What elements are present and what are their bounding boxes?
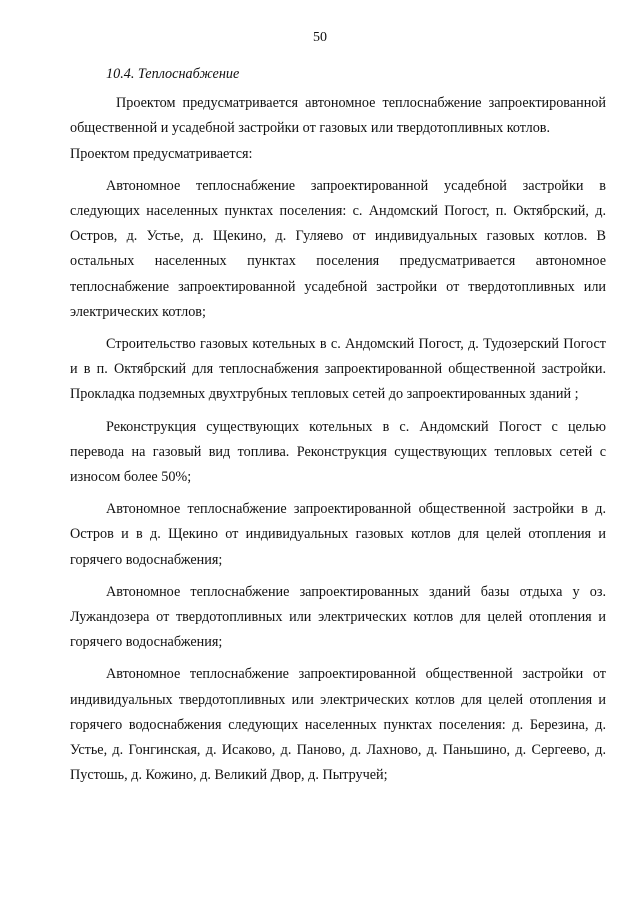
section-heading: 10.4. Теплоснабжение <box>106 66 240 82</box>
paragraph-item-5: Автономное теплоснабжение запроектированных зданий базы отдыха у оз. Лужандозера от твердотопливных или электрических котлов для целей отопления и горячего водоснабжения; <box>70 583 606 651</box>
paragraph-item-3: Реконструкция существующих котельных в с. Андомский Погост с целью перевода на газовый вид топлива. Реконструкция существующих тепловых сетей с износом более 50%; <box>70 418 606 486</box>
paragraph-item-1: Автономное теплоснабжение запроектированной усадебной застройки в следующих населенных пунктах поселения: с. Андомский Погост, п. Октябрский, д. Остров, д. Устье, д. Щекино, д. Гуляево от индивидуальных газовых котлов. В остальных населенных пунктах поселения предусматривается автономное теплоснабжение запроектированной усадебной застройки от твердотопливных или электрических котлов; <box>70 177 606 320</box>
paragraph-item-4: Автономное теплоснабжение запроектированной общественной застройки в д. Остров и в д. Щекино от индивидуальных газовых котлов для целей отопления и горячего водоснабжения; <box>70 501 606 568</box>
paragraph-item-2: Строительство газовых котельных в с. Андомский Погост, д. Тудозерский Погост и в п. Октябрский для теплоснабжения запроектированной общественной застройки. Прокладка подземных двухтрубных тепловых сетей до запроектированных зданий ; <box>70 336 606 403</box>
paragraph-item-6: Автономное теплоснабжение запроектированной общественной застройки от индивидуальных твердотопливных или электрических котлов для целей отопления и горячего водоснабжения следующих населенных пунктах поселения: д. Березина, д. Устье, д. Гонгинская, д. Исаково, д. Паново, д. Лахново, д. Паньшино, д. Сергеево, д. Пустошь, д. Кожино, д. Великий Двор, д. Пытручей; <box>70 666 606 784</box>
page-number: 50 <box>313 30 327 45</box>
document-body <box>70 62 606 788</box>
paragraph-lead: Проектом предусматривается: <box>70 145 253 162</box>
paragraph-intro: Проектом предусматривается автономное теплоснабжение запроектированной общественной и усадебной застройки от газовых или твердотопливных котлов. <box>70 95 606 137</box>
